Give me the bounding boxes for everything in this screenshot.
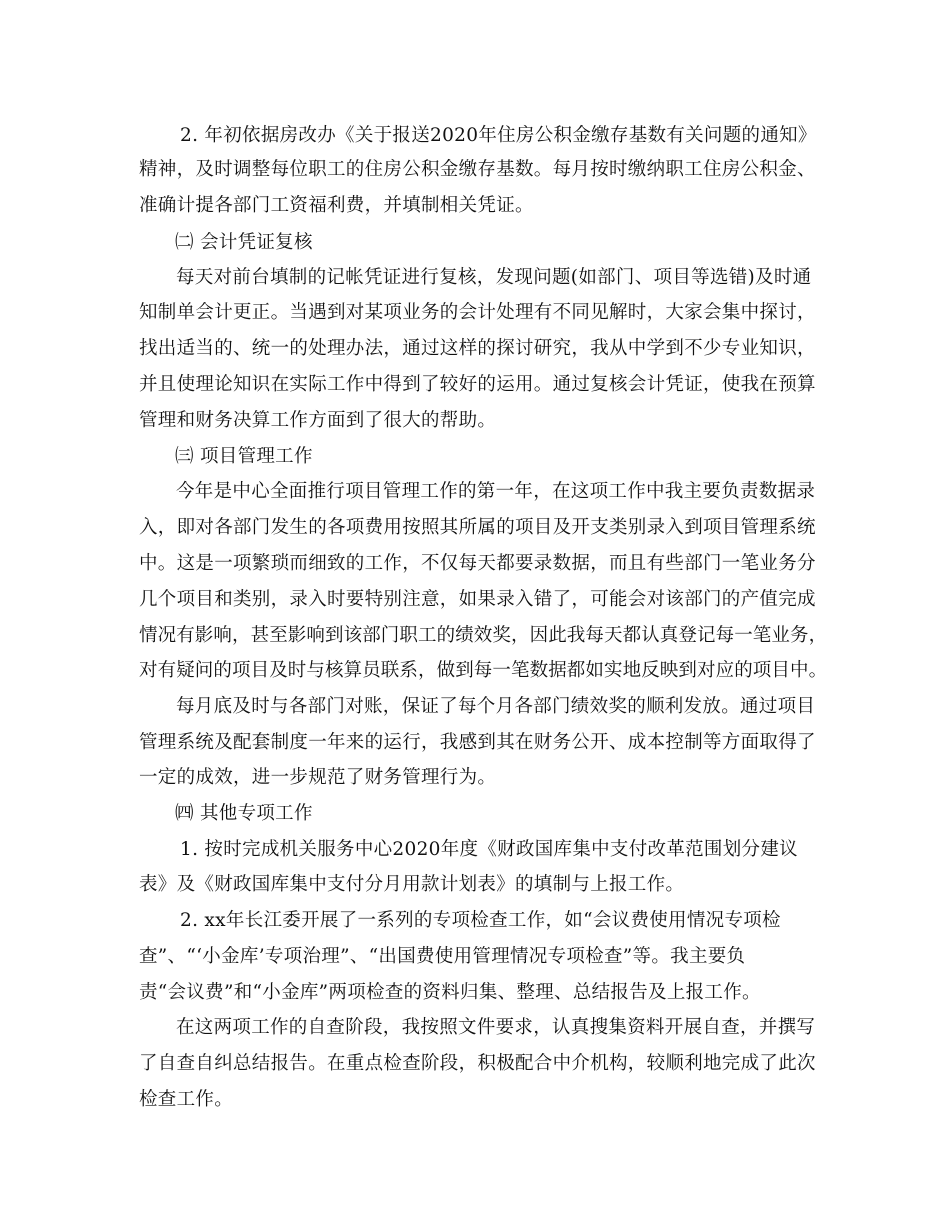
paragraph-line: 每月底及时与各部门对账，保证了每个月各部门绩效奖的顺利发放。通过项目 [176, 696, 816, 717]
paragraph-line: 2. xx年长江委开展了一系列的专项检查工作，如“会议费使用情况专项检 [180, 910, 781, 931]
paragraph-line: 每天对前台填制的记帐凭证进行复核，发现问题(如部门、项目等选错)及时通 [176, 267, 812, 288]
paragraph-line: 1. 按时完成机关服务中心2020年度《财政国库集中支付改革范围划分建议 [180, 839, 798, 860]
paragraph-line: 中。这是一项繁琐而细致的工作，不仅每天都要录数据，而且有些部门一笔业务分 [139, 553, 816, 574]
section-heading: ㈡ 会计凭证复核 [175, 232, 313, 253]
paragraph-line: 表》及《财政国库集中支付分月用款计划表》的填制与上报工作。 [139, 874, 685, 895]
paragraph-line: 查”、“‘小金库’专项治理”、“出国费使用管理情况专项检查”等。我主要负 [139, 946, 746, 967]
paragraph-line: 了自查自纠总结报告。在重点检查阶段，积极配合中介机构，较顺利地完成了此次 [139, 1053, 816, 1074]
paragraph-line: 情况有影响，甚至影响到该部门职工的绩效奖，因此我每天都认真登记每一笔业务， [139, 625, 828, 646]
paragraph-line: 入，即对各部门发生的各项费用按照其所属的项目及开支类别录入到项目管理系统 [139, 517, 816, 538]
paragraph-line: 在这两项工作的自查阶段，我按照文件要求，认真搜集资料开展自查，并撰写 [176, 1017, 816, 1038]
paragraph-line: 检查工作。 [139, 1089, 234, 1110]
paragraph-line: 责“会议费”和“小金库”两项检查的资料归集、整理、总结报告及上报工作。 [139, 982, 761, 1003]
paragraph-line: 管理和财务决算工作方面到了很大的帮助。 [139, 410, 497, 431]
paragraph-line: 准确计提各部门工资福利费，并填制相关凭证。 [139, 195, 534, 216]
paragraph-line: 今年是中心全面推行项目管理工作的第一年，在这项工作中我主要负责数据录 [176, 481, 816, 502]
paragraph-line: 一定的成效，进一步规范了财务管理行为。 [139, 767, 497, 788]
paragraph-line: 管理系统及配套制度一年来的运行，我感到其在财务公开、成本控制等方面取得了 [139, 732, 816, 753]
paragraph-line: 2. 年初依据房改办《关于报送2020年住房公积金缴存基数有关问题的通知》 [180, 125, 817, 146]
paragraph-line: 对有疑问的项目及时与核算员联系，做到每一笔数据都如实地反映到对应的项目中。 [139, 660, 828, 681]
paragraph-line: 知制单会计更正。当遇到对某项业务的会计处理有不同见解时，大家会集中探讨， [139, 302, 816, 323]
paragraph-line: 并且使理论知识在实际工作中得到了较好的运用。通过复核会计凭证，使我在预算 [139, 374, 816, 395]
section-heading: ㈢ 项目管理工作 [175, 446, 313, 467]
section-heading: ㈣ 其他专项工作 [175, 803, 313, 824]
paragraph-line: 精神，及时调整每位职工的住房公积金缴存基数。每月按时缴纳职工住房公积金、 [139, 159, 816, 180]
paragraph-line: 几个项目和类别，录入时要特别注意，如果录入错了，可能会对该部门的产值完成 [139, 589, 816, 610]
paragraph-line: 找出适当的、统一的处理办法，通过这样的探讨研究，我从中学到不少专业知识， [139, 338, 816, 359]
